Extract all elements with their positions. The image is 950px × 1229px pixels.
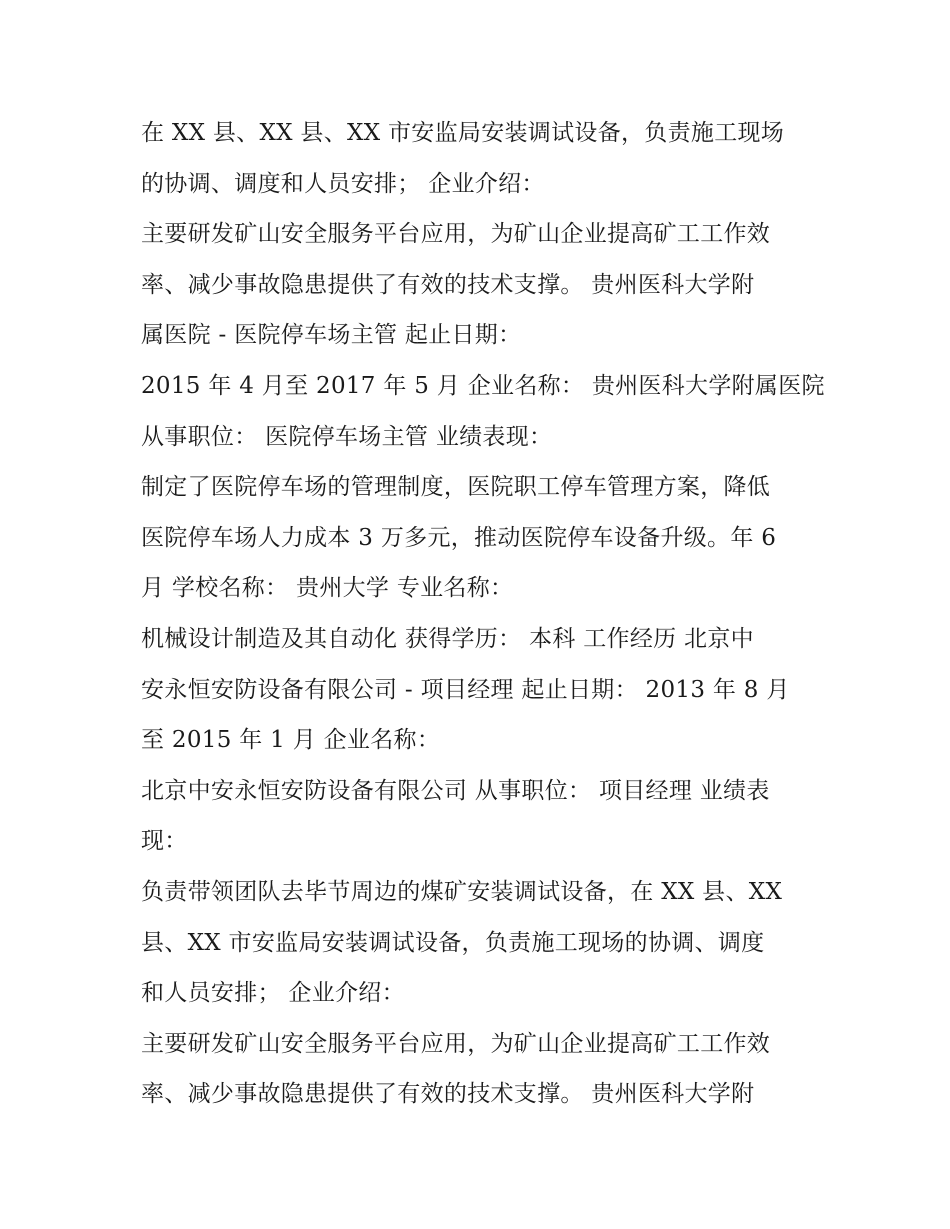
text-line: 月 学校名称： 贵州大学 专业名称： [141,575,514,602]
text-line: 的协调、调度和人员安排； 企业介绍： [141,170,545,197]
text-line: 从事职位： 医院停车场主管 业绩表现： [141,423,553,450]
document-body [141,108,831,1120]
text-line: 率、减少事故隐患提供了有效的技术支撑。 贵州医科大学附 [141,1081,755,1108]
text-line: 机械设计制造及其自动化 获得学历： 本科 工作经历 北京中 [141,625,754,652]
text-line: 率、减少事故隐患提供了有效的技术支撑。 贵州医科大学附 [141,271,755,298]
text-line: 2015 年 4 月至 2017 年 5 月 企业名称： 贵州医科大学附属医院 [141,372,825,399]
text-line: 北京中安永恒安防设备有限公司 从事职位： 项目经理 业绩表 [141,777,770,804]
text-line: 负责带领团队去毕节周边的煤矿安装调试设备，在 XX 县、XX [141,878,783,905]
text-line: 医院停车场人力成本 3 万多元，推动医院停车设备升级。年 6 [141,524,777,551]
text-line: 在 XX 县、XX 县、XX 市安监局安装调试设备，负责施工现场 [141,120,785,146]
text-line: 安永恒安防设备有限公司 - 项目经理 起止日期： 2013 年 8 月 [141,676,790,703]
text-line: 县、XX 市安监局安装调试设备，负责施工现场的协调、调度 [141,929,765,956]
text-line: 至 2015 年 1 月 企业名称： [141,727,441,754]
text-line: 属医院 - 医院停车场主管 起止日期： [141,322,522,349]
text-line: 制定了医院停车场的管理制度，医院职工停车管理方案，降低 [141,474,771,501]
text-line: 主要研发矿山安全服务平台应用，为矿山企业提高矿工工作效 [141,1030,771,1057]
text-line: 主要研发矿山安全服务平台应用，为矿山企业提高矿工工作效 [141,221,771,248]
text-line: 和人员安排； 企业介绍： [141,980,405,1007]
text-line: 现： [141,828,188,855]
